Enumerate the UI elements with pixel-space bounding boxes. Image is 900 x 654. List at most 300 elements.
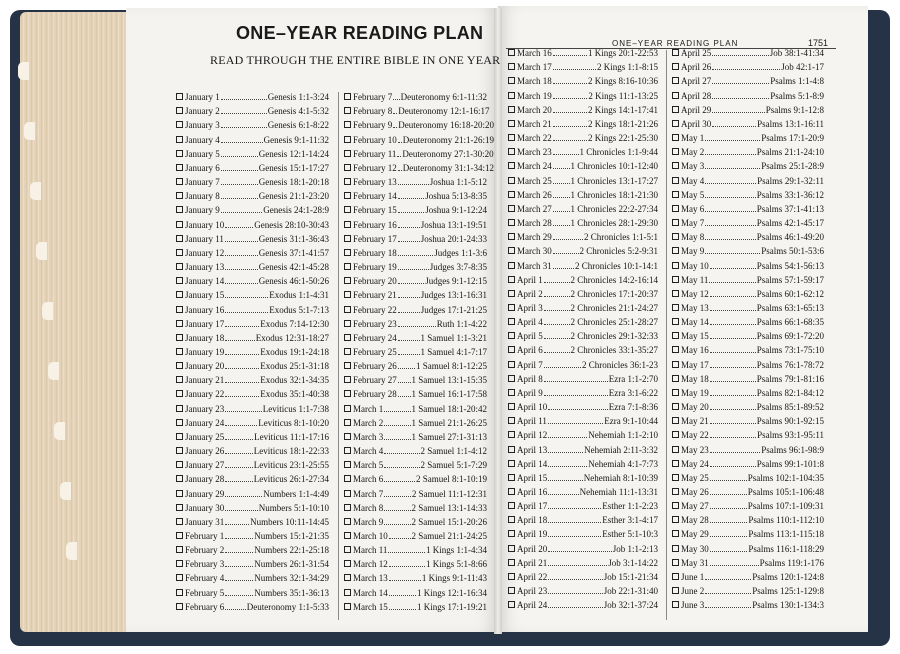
checkbox-icon[interactable]: [344, 490, 351, 497]
checkbox-icon[interactable]: [508, 545, 515, 552]
reading-reference: Nehemiah 2:11-3:32: [584, 444, 658, 455]
checkbox-icon[interactable]: [176, 164, 183, 171]
dot-leader: [384, 453, 419, 454]
checkbox-icon[interactable]: [344, 461, 351, 468]
checkbox-icon[interactable]: [672, 474, 679, 481]
dot-leader: [544, 338, 570, 339]
checkbox-icon[interactable]: [344, 306, 351, 313]
dot-leader: [384, 496, 411, 497]
checkbox-icon[interactable]: [508, 205, 515, 212]
reading-reference: Psalms 63:1-65:13: [756, 302, 824, 313]
checkbox-icon[interactable]: [176, 348, 183, 355]
checkbox-icon[interactable]: [508, 49, 515, 56]
reading-reference: Psalms 73:1-75:10: [756, 345, 824, 356]
checkbox-icon[interactable]: [176, 249, 183, 256]
checkbox-icon[interactable]: [176, 136, 183, 143]
reading-reference: 2 Samuel 1:1-4:12: [420, 446, 487, 457]
checkbox-icon[interactable]: [508, 219, 515, 226]
reading-date: May 31: [681, 557, 709, 568]
reading-date: May 12: [681, 288, 709, 299]
checkbox-icon[interactable]: [344, 589, 351, 596]
checkbox-icon[interactable]: [672, 290, 679, 297]
checkbox-icon[interactable]: [344, 560, 351, 567]
checkbox-icon[interactable]: [508, 304, 515, 311]
reading-entry: [672, 299, 824, 313]
dot-leader: [225, 396, 259, 397]
checkbox-icon[interactable]: [344, 518, 351, 525]
checkbox-icon[interactable]: [508, 488, 515, 495]
dot-leader: [398, 170, 402, 171]
checkbox-icon[interactable]: [344, 93, 351, 100]
reading-reference: 1 Kings 9:1-11:43: [421, 573, 487, 584]
reading-date: January 22: [185, 389, 225, 400]
dot-leader: [553, 197, 570, 198]
checkbox-icon[interactable]: [508, 120, 515, 127]
dot-leader: [710, 466, 756, 467]
checkbox-icon[interactable]: [508, 417, 515, 424]
dot-leader: [225, 552, 253, 553]
reading-entry: [508, 44, 658, 58]
checkbox-icon[interactable]: [344, 362, 351, 369]
thumb-index-tab: [48, 362, 59, 380]
checkbox-icon[interactable]: [508, 332, 515, 339]
checkbox-icon[interactable]: [176, 504, 183, 511]
reading-entry: [508, 129, 658, 143]
checkbox-icon[interactable]: [344, 419, 351, 426]
checkbox-icon[interactable]: [176, 532, 183, 539]
checkbox-icon[interactable]: [672, 148, 679, 155]
checkbox-icon[interactable]: [176, 277, 183, 284]
checkbox-icon[interactable]: [672, 276, 679, 283]
reading-reference: Psalms 79:1-81:16: [756, 373, 824, 384]
checkbox-icon[interactable]: [672, 446, 679, 453]
column-divider: [338, 92, 339, 620]
checkbox-icon[interactable]: [508, 375, 515, 382]
checkbox-icon[interactable]: [344, 221, 351, 228]
reading-date: April 11: [517, 416, 547, 427]
reading-date: May 24: [681, 458, 709, 469]
dot-leader: [398, 326, 436, 327]
page-number: 1751: [808, 38, 829, 48]
reading-entry: [344, 513, 487, 527]
checkbox-icon[interactable]: [344, 150, 351, 157]
reading-entry: [672, 129, 824, 143]
reading-entry: [508, 157, 658, 171]
reading-reference: 2 Chronicles 36:1-23: [582, 359, 658, 370]
checkbox-icon[interactable]: [344, 574, 351, 581]
checkbox-icon[interactable]: [508, 92, 515, 99]
checkbox-icon[interactable]: [176, 206, 183, 213]
reading-entry: [672, 72, 824, 86]
checkbox-icon[interactable]: [508, 290, 515, 297]
reading-reference: Genesis 24:1-28:9: [263, 205, 329, 216]
reading-entry: [508, 539, 658, 553]
reading-entry: [176, 145, 329, 159]
reading-reference: Nehemiah 4:1-7:73: [588, 458, 658, 469]
reading-entry: [176, 130, 329, 144]
checkbox-icon[interactable]: [672, 247, 679, 254]
reading-entry: [176, 116, 329, 130]
dot-leader: [225, 524, 249, 525]
checkbox-icon[interactable]: [344, 249, 351, 256]
dot-leader: [710, 409, 756, 410]
checkbox-icon[interactable]: [344, 532, 351, 539]
reading-entry: [176, 272, 329, 286]
checkbox-icon[interactable]: [672, 332, 679, 339]
checkbox-icon[interactable]: [672, 559, 679, 566]
checkbox-icon[interactable]: [176, 574, 183, 581]
checkbox-icon[interactable]: [344, 334, 351, 341]
reading-reference: Psalms 120:1-124:8: [752, 571, 824, 582]
reading-date: February 26: [353, 361, 397, 372]
checkbox-icon[interactable]: [508, 361, 515, 368]
checkbox-icon[interactable]: [344, 235, 351, 242]
reading-entry: [176, 569, 329, 583]
dot-leader: [544, 324, 570, 325]
reading-date: April 26: [681, 62, 712, 73]
reading-reference: Ruth 1:1-4:22: [436, 318, 487, 329]
checkbox-icon[interactable]: [344, 291, 351, 298]
reading-reference: Nehemiah 11:1-13:31: [579, 487, 658, 497]
reading-date: February 6: [185, 601, 225, 612]
checkbox-icon[interactable]: [176, 334, 183, 341]
reading-date: March 8: [353, 502, 384, 513]
reading-date: May 5: [681, 189, 705, 200]
checkbox-icon[interactable]: [176, 263, 183, 270]
reading-entry: [344, 456, 487, 470]
checkbox-icon[interactable]: [672, 318, 679, 325]
checkbox-icon[interactable]: [508, 276, 515, 283]
reading-entry: [176, 541, 329, 555]
reading-reference: Psalms 99:1-101:8: [756, 458, 824, 469]
dot-leader: [710, 437, 756, 438]
checkbox-icon[interactable]: [176, 546, 183, 553]
checkbox-icon[interactable]: [176, 589, 183, 596]
reading-reference: Job 42:1-17: [781, 62, 824, 73]
reading-reference: Deuteronomy 21:1-26:19: [402, 134, 494, 145]
reading-entry: [344, 569, 487, 583]
checkbox-icon[interactable]: [508, 77, 515, 84]
checkbox-icon[interactable]: [672, 205, 679, 212]
checkbox-icon[interactable]: [672, 530, 679, 537]
checkbox-icon[interactable]: [344, 348, 351, 355]
dot-leader: [705, 253, 760, 254]
checkbox-icon[interactable]: [344, 546, 351, 553]
checkbox-icon[interactable]: [508, 530, 515, 537]
dot-leader: [384, 467, 419, 468]
checkbox-icon[interactable]: [672, 191, 679, 198]
reading-date: March 24: [517, 161, 552, 172]
checkbox-icon[interactable]: [344, 277, 351, 284]
checkbox-icon[interactable]: [672, 417, 679, 424]
dot-leader: [548, 466, 587, 467]
checkbox-icon[interactable]: [176, 306, 183, 313]
checkbox-icon[interactable]: [508, 134, 515, 141]
checkbox-icon[interactable]: [176, 560, 183, 567]
checkbox-icon[interactable]: [672, 134, 679, 141]
checkbox-icon[interactable]: [508, 233, 515, 240]
checkbox-icon[interactable]: [176, 221, 183, 228]
reading-reference: Psalms 85:1-89:52: [756, 402, 824, 413]
checkbox-icon[interactable]: [508, 177, 515, 184]
dot-leader: [225, 354, 259, 355]
checkbox-icon[interactable]: [176, 150, 183, 157]
reading-reference: 2 Chronicles 5:2-9:31: [579, 246, 658, 257]
checkbox-icon[interactable]: [672, 545, 679, 552]
checkbox-icon[interactable]: [672, 502, 679, 509]
reading-reference: Numbers 26:1-31:54: [254, 559, 329, 570]
reading-entry: [672, 440, 824, 454]
dot-leader: [712, 98, 769, 99]
checkbox-icon[interactable]: [672, 516, 679, 523]
reading-reference: Numbers 22:1-25:18: [254, 545, 329, 556]
checkbox-icon[interactable]: [344, 121, 351, 128]
checkbox-icon[interactable]: [672, 92, 679, 99]
reading-reference: 1 Samuel 1:1-3:21: [420, 332, 487, 343]
checkbox-icon[interactable]: [508, 460, 515, 467]
checkbox-icon[interactable]: [672, 120, 679, 127]
reading-reference: 2 Samuel 21:1-24:25: [411, 531, 487, 541]
checkbox-icon[interactable]: [176, 376, 183, 383]
checkbox-icon[interactable]: [672, 587, 679, 594]
reading-entry: [176, 201, 329, 215]
reading-date: April 5: [517, 331, 543, 342]
checkbox-icon[interactable]: [508, 389, 515, 396]
checkbox-icon[interactable]: [672, 77, 679, 84]
checkbox-icon[interactable]: [672, 375, 679, 382]
checkbox-icon[interactable]: [508, 516, 515, 523]
checkbox-icon[interactable]: [176, 93, 183, 100]
checkbox-icon[interactable]: [508, 63, 515, 70]
dot-leader: [712, 83, 769, 84]
checkbox-icon[interactable]: [672, 431, 679, 438]
checkbox-icon[interactable]: [176, 405, 183, 412]
checkbox-icon[interactable]: [672, 233, 679, 240]
checkbox-icon[interactable]: [672, 262, 679, 269]
checkbox-icon[interactable]: [344, 504, 351, 511]
reading-entry: [672, 511, 824, 525]
dot-leader: [710, 452, 760, 453]
reading-reference: 2 Chronicles 10:1-14:1: [575, 260, 658, 271]
dot-leader: [225, 439, 253, 440]
checkbox-icon[interactable]: [672, 219, 679, 226]
dot-leader: [544, 395, 608, 396]
checkbox-icon[interactable]: [508, 318, 515, 325]
checkbox-icon[interactable]: [176, 192, 183, 199]
checkbox-icon[interactable]: [672, 573, 679, 580]
checkbox-icon[interactable]: [344, 263, 351, 270]
checkbox-icon[interactable]: [344, 164, 351, 171]
reading-date: April 14: [517, 458, 548, 469]
reading-reference: Leviticus 11:1-17:16: [254, 431, 329, 442]
dot-leader: [553, 253, 579, 254]
reading-reference: Psalms 5:1-8:9: [770, 90, 824, 101]
checkbox-icon[interactable]: [344, 107, 351, 114]
checkbox-icon[interactable]: [672, 389, 679, 396]
checkbox-icon[interactable]: [176, 390, 183, 397]
reading-entry: [176, 300, 329, 314]
checkbox-icon[interactable]: [508, 262, 515, 269]
reading-reference: Psalms 13:1-16:11: [757, 118, 824, 129]
reading-column-3: [508, 44, 658, 610]
checkbox-icon[interactable]: [672, 346, 679, 353]
checkbox-icon[interactable]: [508, 601, 515, 608]
reading-entry: [508, 511, 658, 525]
reading-date: March 15: [353, 601, 388, 612]
dot-leader: [225, 566, 253, 567]
checkbox-icon[interactable]: [508, 431, 515, 438]
checkbox-icon[interactable]: [508, 502, 515, 509]
checkbox-icon[interactable]: [176, 603, 183, 610]
reading-entry: [672, 44, 824, 58]
checkbox-icon[interactable]: [176, 235, 183, 242]
reading-reference: Psalms 93:1-95:11: [757, 430, 824, 441]
dot-leader: [705, 239, 755, 240]
checkbox-icon[interactable]: [672, 177, 679, 184]
dot-leader: [384, 439, 410, 440]
reading-date: March 16: [517, 48, 552, 59]
checkbox-icon[interactable]: [508, 191, 515, 198]
dot-leader: [548, 480, 583, 481]
checkbox-icon[interactable]: [672, 488, 679, 495]
checkbox-icon[interactable]: [672, 106, 679, 113]
dot-leader: [398, 283, 425, 284]
checkbox-icon[interactable]: [672, 49, 679, 56]
reading-reference: Psalms 107:1-109:31: [747, 501, 824, 512]
dot-leader: [225, 312, 268, 313]
checkbox-icon[interactable]: [508, 346, 515, 353]
checkbox-icon[interactable]: [176, 475, 183, 482]
reading-entry: [344, 470, 487, 484]
reading-date: April 17: [517, 501, 548, 512]
checkbox-icon[interactable]: [176, 320, 183, 327]
checkbox-icon[interactable]: [672, 361, 679, 368]
checkbox-icon[interactable]: [508, 148, 515, 155]
checkbox-icon[interactable]: [176, 121, 183, 128]
reading-entry: [344, 598, 487, 612]
checkbox-icon[interactable]: [508, 474, 515, 481]
checkbox-icon[interactable]: [672, 304, 679, 311]
checkbox-icon[interactable]: [344, 433, 351, 440]
checkbox-icon[interactable]: [508, 587, 515, 594]
reading-entry: [672, 285, 824, 299]
checkbox-icon[interactable]: [344, 603, 351, 610]
reading-entry: [344, 159, 494, 173]
checkbox-icon[interactable]: [176, 433, 183, 440]
checkbox-icon[interactable]: [176, 447, 183, 454]
reading-entry: [672, 327, 824, 341]
checkbox-icon[interactable]: [344, 320, 351, 327]
reading-reference: Ezra 7:1-8:36: [608, 402, 658, 413]
dot-leader: [548, 579, 602, 580]
dot-leader: [710, 551, 748, 552]
checkbox-icon[interactable]: [672, 63, 679, 70]
reading-entry: [672, 86, 824, 100]
checkbox-icon[interactable]: [508, 573, 515, 580]
reading-reference: Numbers 1:1-4:49: [263, 488, 329, 499]
checkbox-icon[interactable]: [176, 518, 183, 525]
dot-leader: [548, 551, 611, 552]
reading-reference: Psalms 1:1-4:8: [770, 76, 824, 87]
checkbox-icon[interactable]: [344, 136, 351, 143]
checkbox-icon[interactable]: [344, 475, 351, 482]
gilded-page-edges: [20, 12, 128, 632]
reading-reference: 1 Samuel 8:1-12:25: [416, 361, 487, 372]
reading-entry: [344, 357, 487, 371]
checkbox-icon[interactable]: [176, 107, 183, 114]
reading-entry: [344, 201, 487, 215]
reading-reference: Joshua 5:13-8:35: [425, 191, 487, 202]
dot-leader: [225, 382, 259, 383]
checkbox-icon[interactable]: [344, 447, 351, 454]
reading-entry: [672, 426, 824, 440]
checkbox-icon[interactable]: [508, 247, 515, 254]
dot-leader: [225, 411, 262, 412]
reading-date: January 18: [185, 332, 225, 343]
checkbox-icon[interactable]: [176, 490, 183, 497]
checkbox-icon[interactable]: [176, 178, 183, 185]
reading-entry: [344, 88, 487, 102]
checkbox-icon[interactable]: [672, 460, 679, 467]
dot-leader: [384, 411, 410, 412]
reading-date: April 22: [517, 571, 548, 582]
reading-entry: [672, 525, 824, 539]
dot-leader: [384, 524, 410, 525]
reading-entry: [672, 568, 824, 582]
reading-entry: [344, 442, 487, 456]
dot-leader: [388, 552, 425, 553]
checkbox-icon[interactable]: [176, 362, 183, 369]
checkbox-icon[interactable]: [672, 403, 679, 410]
reading-date: January 28: [185, 474, 225, 485]
reading-entry: [508, 455, 658, 469]
thumb-index-tab: [42, 302, 53, 320]
reading-reference: Judges 13:1-16:31: [420, 290, 487, 301]
reading-date: April 23: [517, 586, 548, 597]
reading-date: May 16: [681, 345, 709, 356]
dot-leader: [548, 452, 583, 453]
reading-reference: Exodus 7:14-12:30: [260, 318, 329, 329]
dot-leader: [548, 423, 603, 424]
checkbox-icon[interactable]: [508, 446, 515, 453]
checkbox-icon[interactable]: [508, 559, 515, 566]
dot-leader: [225, 283, 258, 284]
checkbox-icon[interactable]: [176, 291, 183, 298]
reading-entry: [672, 101, 824, 115]
checkbox-icon[interactable]: [508, 162, 515, 169]
dot-leader: [398, 227, 420, 228]
reading-reference: 1 Chronicles 22:2-27:34: [570, 203, 658, 214]
reading-date: February 5: [185, 587, 225, 598]
checkbox-icon[interactable]: [508, 403, 515, 410]
reading-entry: [344, 583, 487, 597]
checkbox-icon[interactable]: [176, 419, 183, 426]
reading-entry: [176, 513, 329, 527]
checkbox-icon[interactable]: [344, 376, 351, 383]
checkbox-icon[interactable]: [672, 162, 679, 169]
reading-entry: [176, 343, 329, 357]
checkbox-icon[interactable]: [344, 405, 351, 412]
checkbox-icon[interactable]: [344, 206, 351, 213]
checkbox-icon[interactable]: [344, 178, 351, 185]
checkbox-icon[interactable]: [508, 106, 515, 113]
checkbox-icon[interactable]: [176, 461, 183, 468]
dot-leader: [389, 566, 425, 567]
checkbox-icon[interactable]: [344, 192, 351, 199]
reading-date: March 11: [353, 545, 388, 556]
checkbox-icon[interactable]: [344, 390, 351, 397]
checkbox-icon[interactable]: [672, 601, 679, 608]
